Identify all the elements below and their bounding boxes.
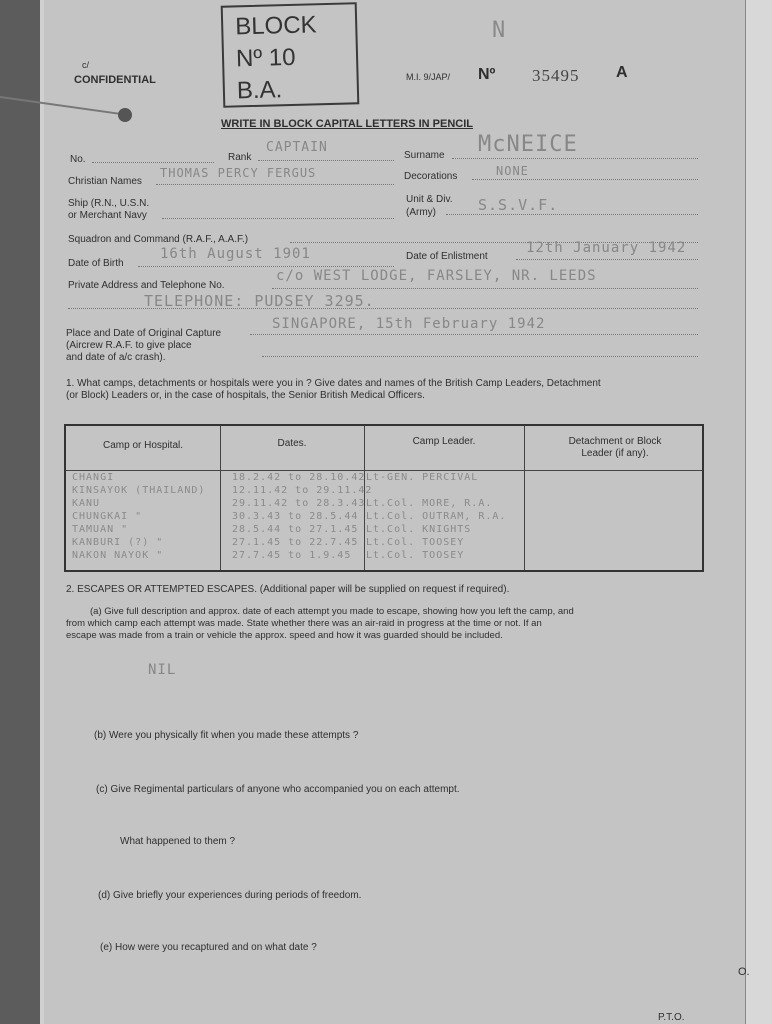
decorations-line bbox=[472, 179, 698, 180]
surname-label: Surname bbox=[404, 150, 445, 161]
camp-cell: TAMUAN " bbox=[72, 524, 129, 535]
squadron-label: Squadron and Command (R.A.F., A.A.F.) bbox=[68, 234, 249, 245]
punch-hole bbox=[118, 108, 132, 122]
camp-cell: CHANGI bbox=[72, 472, 115, 483]
table-row bbox=[66, 472, 702, 484]
dob-line bbox=[138, 266, 394, 267]
table-header-separator bbox=[66, 470, 702, 471]
header-dates: Dates. bbox=[277, 438, 307, 449]
header-camp-leader: Camp Leader. bbox=[412, 436, 476, 447]
rank-label: Rank bbox=[228, 152, 252, 163]
capture-label-1: Place and Date of Original Capture bbox=[66, 328, 222, 339]
dates-cell: 28.5.44 to 27.1.45 bbox=[232, 524, 359, 535]
leader-cell: Lt.Col. TOOSEY bbox=[366, 537, 465, 548]
form-suffix: A bbox=[616, 64, 628, 81]
question-2c-text-2: What happened to them ? bbox=[120, 836, 236, 847]
christian-names-line bbox=[156, 184, 394, 185]
capture-label-3: and date of a/c crash). bbox=[66, 352, 166, 363]
classification-prefix: c/ bbox=[82, 60, 90, 70]
question-2d-text: (d) Give briefly your experiences during periods of freedom. bbox=[98, 890, 362, 901]
rank-value: CAPTAIN bbox=[266, 140, 328, 155]
unit-value: S.S.V.F. bbox=[478, 196, 559, 214]
question-2-title: 2. ESCAPES OR ATTEMPTED ESCAPES. (Additional paper will be supplied on request if required). bbox=[66, 584, 510, 595]
dob-label: Date of Birth bbox=[68, 258, 124, 269]
leader-cell: Lt.Col. KNIGHTS bbox=[366, 524, 472, 535]
form-number: 35495 bbox=[532, 66, 580, 85]
block-stamp bbox=[221, 2, 360, 108]
no-line bbox=[92, 162, 214, 163]
enlistment-label: Date of Enlistment bbox=[406, 251, 488, 262]
unit-label-1: Unit & Div. bbox=[406, 194, 453, 205]
leader-cell: Lt-GEN. PERCIVAL bbox=[366, 472, 479, 483]
telephone-value: TELEPHONE: PUDSEY 3295. bbox=[144, 292, 375, 310]
reference-label: M.I. 9/JAP/ bbox=[406, 72, 451, 82]
capture-line-2 bbox=[262, 356, 698, 357]
leader-cell: Lt.Col. OUTRAM, R.A. bbox=[366, 511, 507, 522]
surname-value: McNEICE bbox=[478, 132, 578, 157]
stamp-line-1: BLOCK bbox=[234, 11, 317, 41]
table-row bbox=[66, 511, 702, 523]
ship-line bbox=[162, 218, 394, 219]
camp-cell: KANU bbox=[72, 498, 101, 509]
decorations-label: Decorations bbox=[404, 171, 458, 182]
christian-names-value: THOMAS PERCY FERGUS bbox=[160, 166, 317, 180]
handwritten-initials: N bbox=[492, 18, 507, 43]
table-row bbox=[66, 524, 702, 536]
leader-cell: Lt.Col. TOOSEY bbox=[366, 550, 465, 561]
dates-cell: 12.11.42 to 29.11.42 bbox=[232, 485, 373, 496]
table-row bbox=[66, 537, 702, 549]
unit-label-2: (Army) bbox=[406, 207, 436, 218]
table-row bbox=[66, 498, 702, 510]
address-line bbox=[272, 288, 698, 289]
address-value: c/o WEST LODGE, FARSLEY, NR. LEEDS bbox=[276, 268, 597, 284]
dates-cell: 30.3.43 to 28.5.44 bbox=[232, 511, 359, 522]
question-2b-text: (b) Were you physically fit when you made these attempts ? bbox=[94, 730, 359, 741]
question-2a-answer: NIL bbox=[148, 662, 177, 678]
rank-line bbox=[258, 160, 394, 161]
header-detachment-2: Leader (if any). bbox=[581, 448, 649, 459]
no-label: No. bbox=[70, 154, 86, 165]
pto-label: P.T.O. bbox=[658, 1012, 685, 1023]
question-1-text: 1. What camps, detachments or hospitals were you in ? Give dates and names of the British Camp Leaders, Detachment bbox=[66, 378, 601, 389]
christian-names-label: Christian Names bbox=[68, 176, 142, 187]
camps-table bbox=[64, 424, 704, 572]
number-label: Nº bbox=[478, 66, 496, 83]
dates-cell: 29.11.42 to 28.3.43 bbox=[232, 498, 366, 509]
header-camp: Camp or Hospital. bbox=[102, 440, 184, 451]
dates-cell: 27.7.45 to 1.9.45 bbox=[232, 550, 352, 561]
header-detachment: Detachment or Block bbox=[568, 436, 662, 447]
enlistment-value: 12th January 1942 bbox=[526, 240, 687, 256]
instruction-heading: WRITE IN BLOCK CAPITAL LETTERS IN PENCIL bbox=[221, 118, 473, 130]
dates-cell: 18.2.42 to 28.10.42 bbox=[232, 472, 366, 483]
question-2e-text: (e) How were you recaptured and on what date ? bbox=[100, 942, 317, 953]
classification-label: CONFIDENTIAL bbox=[74, 74, 156, 86]
question-2a-text: (a) Give full description and approx. date of each attempt you made to escape, showing how you left the camp, and bbox=[90, 606, 574, 617]
capture-value: SINGAPORE, 15th February 1942 bbox=[272, 316, 546, 332]
table-row bbox=[66, 485, 702, 497]
table-row bbox=[66, 550, 702, 562]
address-label: Private Address and Telephone No. bbox=[68, 280, 225, 291]
ship-label-2: or Merchant Navy bbox=[68, 210, 147, 221]
stamp-line-3: B.A. bbox=[236, 76, 283, 105]
camp-cell: CHUNGKAI " bbox=[72, 511, 143, 522]
camp-cell: KANBURI (?) " bbox=[72, 537, 164, 548]
underlying-page-text: O. bbox=[738, 966, 750, 978]
dates-cell: 27.1.45 to 22.7.45 bbox=[232, 537, 359, 548]
question-2a-text-3: escape was made from a train or vehicle the approx. speed and how it was guarded should be included. bbox=[66, 630, 503, 641]
question-2c-text: (c) Give Regimental particulars of anyone who accompanied you on each attempt. bbox=[96, 784, 460, 795]
ship-label-1: Ship (R.N., U.S.N. bbox=[68, 198, 150, 209]
enlistment-line bbox=[516, 259, 698, 260]
surname-line bbox=[452, 158, 698, 159]
camp-cell: KINSAYOK (THAILAND) bbox=[72, 485, 206, 496]
question-1-text-2: (or Block) Leaders or, in the case of hospitals, the Senior British Medical Officers. bbox=[66, 390, 425, 401]
question-2a-text-2: from which camp each attempt was made. State whether there was an air-raid in progress at the time or not. If an bbox=[66, 618, 542, 629]
camp-cell: NAKON NAYOK " bbox=[72, 550, 164, 561]
unit-line bbox=[446, 214, 698, 215]
stamp-line-2: Nº 10 bbox=[235, 43, 296, 73]
leader-cell: Lt.Col. MORE, R.A. bbox=[366, 498, 493, 509]
capture-line bbox=[250, 334, 698, 335]
capture-label-2: (Aircrew R.A.F. to give place bbox=[66, 340, 192, 351]
dob-value: 16th August 1901 bbox=[160, 246, 311, 262]
decorations-value: NONE bbox=[496, 164, 529, 178]
